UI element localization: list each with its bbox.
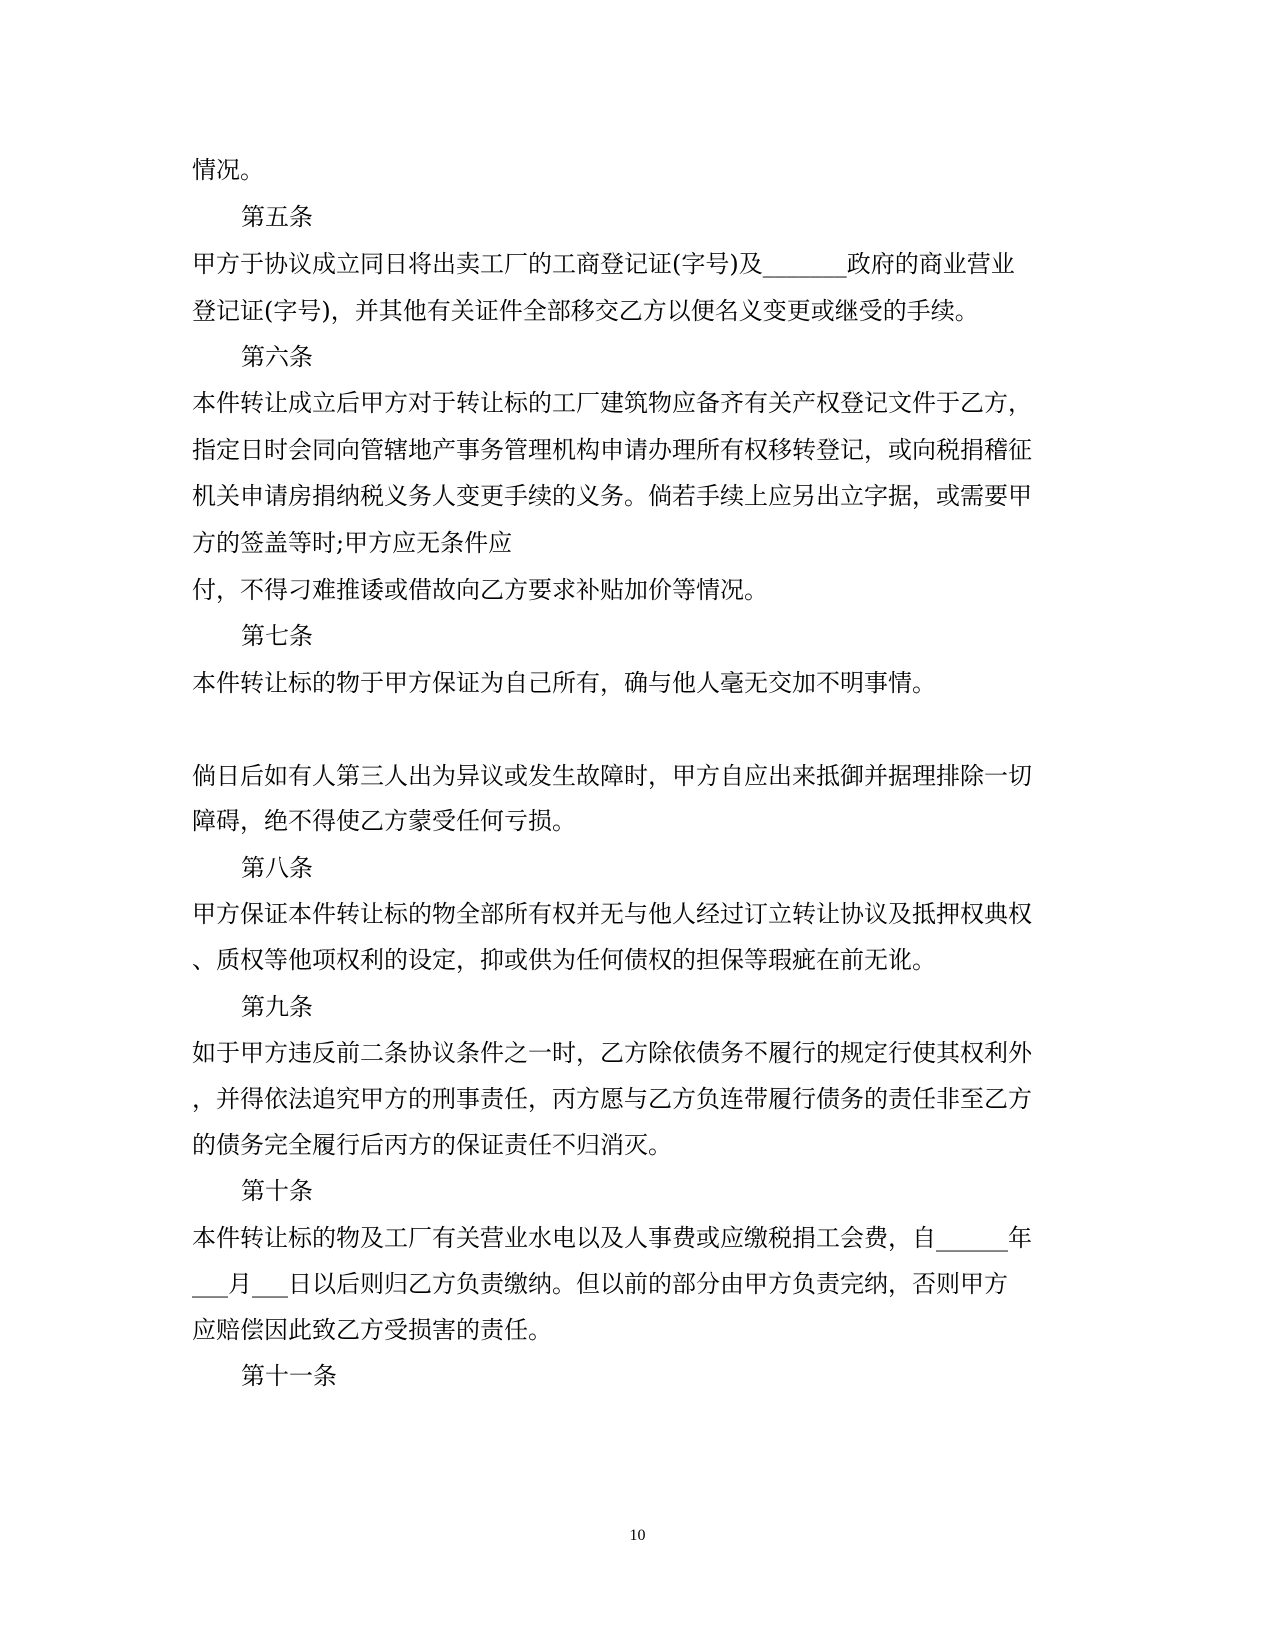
body-text-line: 方的签盖等时;甲方应无条件应 (192, 529, 513, 557)
body-text-line: 应赔偿因此致乙方受损害的责任。 (192, 1316, 552, 1344)
body-text-line: 甲方于协议成立同日将出卖工厂的工商登记证(字号)及_______政府的商业营业 (192, 250, 1015, 278)
body-text-line: 倘日后如有人第三人出为异议或发生故障时，甲方自应出来抵御并据理排除一切 (192, 762, 1032, 790)
page-number: 10 (629, 1527, 646, 1544)
article-heading-5: 第五条 (241, 203, 313, 231)
body-text-line: ，并得依法追究甲方的刑事责任，丙方愿与乙方负连带履行债务的责任非至乙方 (192, 1085, 1032, 1113)
body-text-line: 机关申请房捐纳税义务人变更手续的义务。倘若手续上应另出立字据，或需要甲 (192, 482, 1032, 510)
body-text-line: 障碍，绝不得使乙方蒙受任何亏损。 (192, 807, 576, 835)
body-text-line: 的债务完全履行后丙方的保证责任不归消灭。 (192, 1131, 672, 1159)
body-text-line: 甲方保证本件转让标的物全部所有权并无与他人经过订立转让协议及抵押权典权 (192, 900, 1032, 928)
article-heading-8: 第八条 (241, 854, 313, 882)
article-heading-6: 第六条 (241, 343, 313, 371)
article-heading-11: 第十一条 (241, 1362, 337, 1390)
article-heading-10: 第十条 (241, 1177, 313, 1205)
article-heading-9: 第九条 (241, 993, 313, 1021)
body-text-line: 付，不得刁难推诿或借故向乙方要求补贴加价等情况。 (192, 576, 768, 604)
body-text-line: 登记证(字号)，并其他有关证件全部移交乙方以便名义变更或继受的手续。 (192, 297, 979, 325)
body-text-line: 指定日时会同向管辖地产事务管理机构申请办理所有权移转登记，或向税捐稽征 (192, 436, 1032, 464)
body-text-line: 本件转让标的物及工厂有关营业水电以及人事费或应缴税捐工会费，自______年 (192, 1224, 1032, 1252)
body-text-line: ___月___日以后则归乙方负责缴纳。但以前的部分由甲方负责完纳，否则甲方 (192, 1270, 1008, 1298)
body-text-line: 本件转让成立后甲方对于转让标的工厂建筑物应备齐有关产权登记文件于乙方， (192, 389, 1032, 417)
body-text-line: 本件转让标的物于甲方保证为自己所有，确与他人毫无交加不明事情。 (192, 669, 936, 697)
body-text-line: 情况。 (192, 156, 264, 184)
body-text-line: 如于甲方违反前二条协议条件之一时，乙方除依债务不履行的规定行使其权利外 (192, 1039, 1032, 1067)
article-heading-7: 第七条 (241, 622, 313, 650)
body-text-line: 、质权等他项权利的设定，抑或供为任何债权的担保等瑕疵在前无讹。 (192, 946, 936, 974)
